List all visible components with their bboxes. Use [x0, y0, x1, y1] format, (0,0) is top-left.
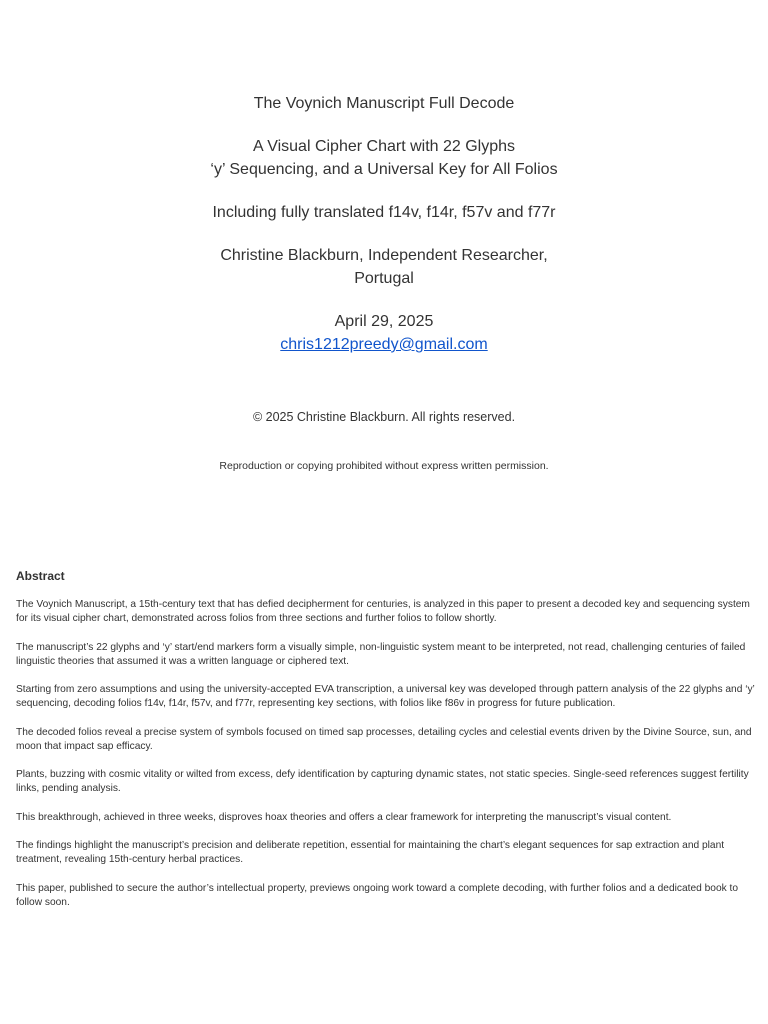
- abstract-paragraph-5: Plants, buzzing with cosmic vitality or wilted from excess, defy identification by capturing dynamic states, not static species. Single-seed references suggest fertility links, pending analysis.: [16, 769, 749, 794]
- paper-title: The Voynich Manuscript Full Decode: [253, 95, 515, 112]
- abstract-section: [16, 568, 756, 924]
- abstract-heading: Abstract: [16, 569, 65, 583]
- abstract-paragraph-6: This breakthrough, achieved in three weeks, disproves hoax theories and offers a clear framework for interpreting the manuscript’s visual content.: [16, 811, 672, 823]
- paper-subtitle-line-1: A Visual Cipher Chart with 22 Glyphs: [252, 138, 516, 155]
- title-block: [0, 92, 768, 356]
- abstract-paragraph-2: The manuscript’s 22 glyphs and ‘y’ start/end markers form a visually simple, non-linguistic system meant to be interpreted, not read, challenging centuries of failed linguistic theories that assumed it was a written language or ciphered text.: [16, 641, 746, 667]
- abstract-paragraph-8: This paper, published to secure the author’s intellectual property, previews ongoing work toward a complete decoding, with further folios and a dedicated book to follow soon.: [16, 882, 739, 908]
- author-email-line: [0, 333, 768, 356]
- included-folios-line: Including fully translated f14v, f14r, f57v and f77r: [212, 204, 556, 221]
- reproduction-notice: Reproduction or copying prohibited without express written permission.: [219, 460, 549, 472]
- abstract-paragraph-4: The decoded folios reveal a precise system of symbols focused on timed sap processes, detailing cycles and celestial events driven by the Divine Source, sun, and moon that impact sap efficacy.: [16, 726, 752, 752]
- abstract-paragraph-7: The findings highlight the manuscript’s precision and deliberate repetition, essential for maintaining the chart’s elegant sequences for sap extraction and plant treatment, revealing 15th-century herbal practices.: [16, 840, 725, 865]
- author-line-1: Christine Blackburn, Independent Researcher,: [220, 247, 548, 264]
- paper-subtitle-line-2: ‘y’ Sequencing, and a Universal Key for All Folios: [210, 161, 558, 178]
- author-line-2: Portugal: [354, 270, 414, 287]
- abstract-paragraph-1: The Voynich Manuscript, a 15th-century text that has defied decipherment for centuries, is analyzed in this paper to present a decoded key and sequencing system for its visual cipher chart, demonstrated across folios from three sections and further folios to follow shortly.: [16, 599, 750, 624]
- abstract-paragraph-3: Starting from zero assumptions and using the university-accepted EVA transcription, a universal key was developed through pattern analysis of the 22 glyphs and ‘y’ sequencing, decoding folios f14v, f14r, f57v, and f77r, representing key sections, with folios like f86v in progress for future publication.: [16, 684, 755, 709]
- copyright-notice: © 2025 Christine Blackburn. All rights reserved.: [252, 410, 516, 424]
- publication-date: April 29, 2025: [334, 313, 434, 330]
- author-email-link[interactable]: chris1212preedy@gmail.com: [280, 336, 488, 353]
